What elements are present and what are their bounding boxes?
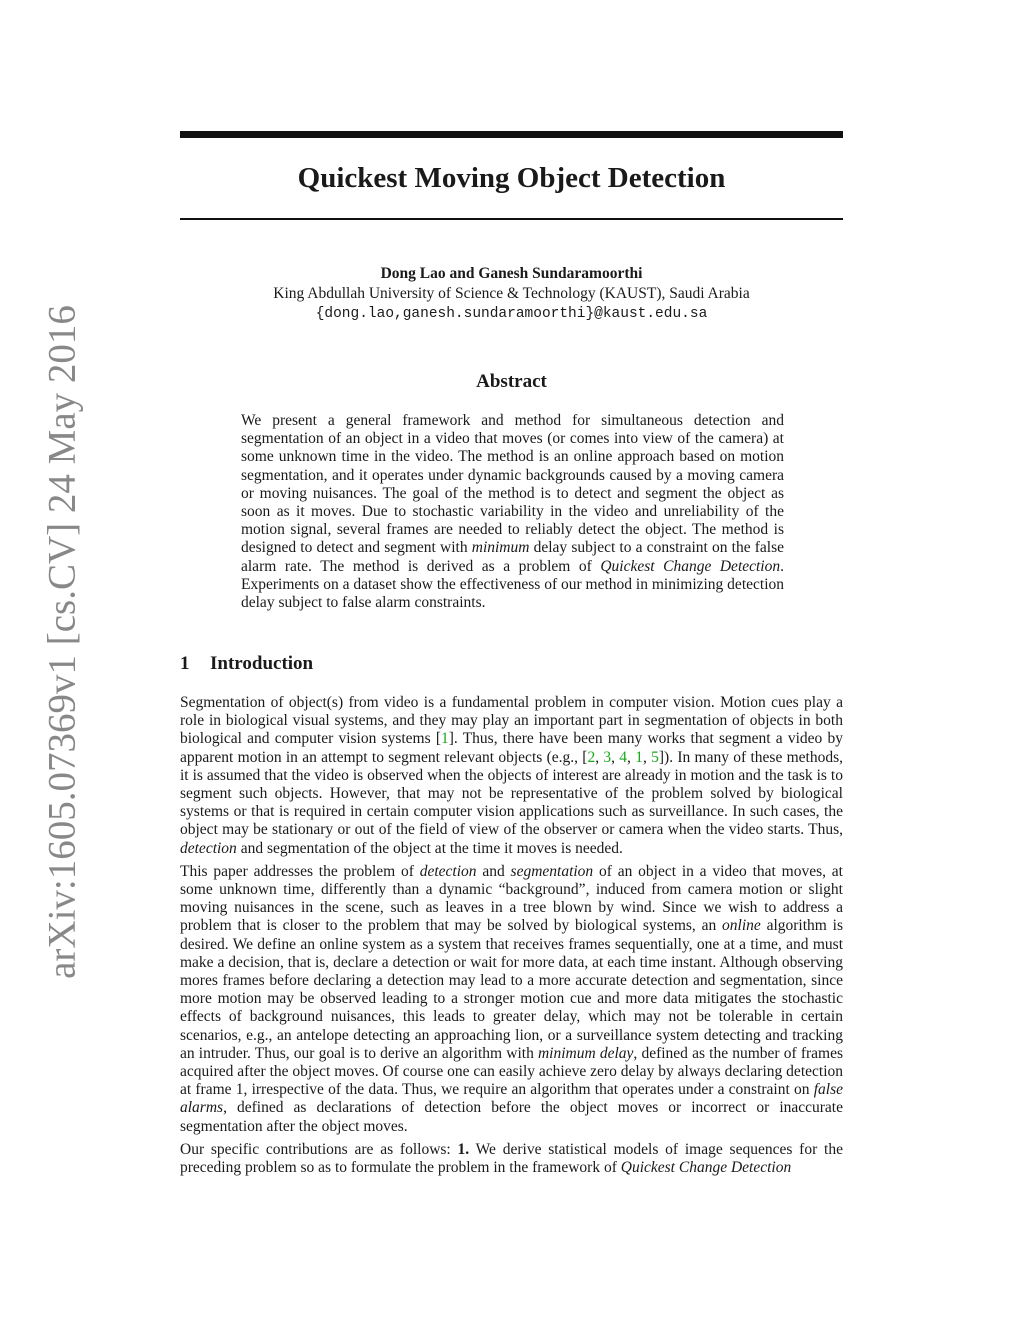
- section-heading-introduction: [180, 651, 313, 677]
- citation-link[interactable]: 2: [587, 748, 596, 766]
- abstract-text: We present a general framework and method for simultaneous detection and segmentation of an object in a video that moves (or comes into view of the camera) at some unknown time in the video. The method is an online approach based on motion segmentation, and it operates under dynamic backgrounds caused by a moving camera or moving nuisances. The goal of the method is to detect and segment the object as soon as it moves. Due to stochastic variability in the video and unreliability of the motion signal, several frames are needed to reliably detect the object. The method is designed to detect and segment with minimum delay subject to a constraint on the false alarm rate. The method is derived as a problem of Quickest Change Detection. Experiments on a dataset show the effectiveness of our method in minimizing detection delay subject to false alarm constraints.: [241, 412, 784, 612]
- citation-link[interactable]: 3: [603, 748, 612, 766]
- title-top-rule: [180, 131, 843, 138]
- author-email: {dong.lao,ganesh.sundaramoorthi}@kaust.edu.sa: [315, 306, 708, 322]
- arxiv-sidebar-stamp: [40, 305, 84, 979]
- author-block: [180, 264, 843, 324]
- paragraph: Segmentation of object(s) from video is a fundamental problem in computer vision. Motion cues play a role in biological visual systems, and they may play an important part in segmentation of objects in both biological and computer vision systems [1]. Thus, there have been many works that segment a video by apparent motion in an attempt to segment relevant objects (e.g., [2, 3, 4, 1, 5]). In many of these methods, it is assumed that the video is observed when the objects of interest are already in motion and the task is to segment such objects. However, that may not be representative of the problem solved by biological systems or that is required in certain computer vision applications such as surveillance. In such cases, the object may be stationary or out of the field of view of the observer or camera when the video starts. Thus, detection and segmentation of the object at the time it moves is needed.: [180, 694, 844, 857]
- citation-link[interactable]: 5: [651, 748, 659, 766]
- citation-link[interactable]: 1: [635, 748, 643, 766]
- section-title: Introduction: [210, 653, 314, 674]
- paragraph: This paper addresses the problem of detection and segmentation of an object in a video that moves, at some unknown time, differently than a dynamic “background”, induced from camera motion or slight moving nuisances in the scene, such as leaves in a tree blown by wind. Since we wish to address a problem that is closer to the problem that may be solved by biological systems, an online algorithm is desired. We define an online system as a system that receives frames sequentially, one at a time, and must make a decision, that is, declare a detection or wait for more data, at each time instant. Although observing mores frames before declaring a detection may lead to a more accurate detection and segmentation, since more motion may be observed leading to a stronger motion cue and more data mitigates the stochastic effects of background nuisances, this leads to greater delay, which may not be tolerable in certain scenarios, e.g., an antelope detecting an approaching lion, or a surveillance system detecting and tracking an intruder. Thus, our goal is to derive an algorithm with minimum delay, defined as the number of frames acquired after the object moves. Of course one can easily achieve zero delay by always declaring detection at frame 1, irrespective of the data. Thus, we require an algorithm that operates under a constraint on false alarms, defined as declarations of detection before the object moves or incorrect or inaccurate segmentation after the object moves.: [180, 862, 843, 1135]
- arxiv-identifier: arXiv:1605.07369v1 [cs.CV] 24 May 2016: [40, 305, 84, 979]
- author-names: Dong Lao and Ganesh Sundaramoorthi: [380, 265, 643, 282]
- paper-title: Quickest Moving Object Detection: [297, 162, 726, 194]
- section-number: 1: [180, 653, 190, 674]
- abstract-heading: Abstract: [476, 371, 547, 392]
- citation-link[interactable]: 1: [441, 730, 449, 748]
- title-bottom-rule: [180, 218, 843, 220]
- citation-link[interactable]: 4: [619, 748, 628, 766]
- author-affiliation: King Abdullah University of Science & Technology (KAUST), Saudi Arabia: [273, 285, 750, 302]
- paragraph: Our specific contributions are as follows: 1. We derive statistical models of image sequences for the preceding problem so as to formulate the problem in the framework of Quickest Change Detection: [180, 1140, 843, 1177]
- introduction-body: [180, 694, 843, 1182]
